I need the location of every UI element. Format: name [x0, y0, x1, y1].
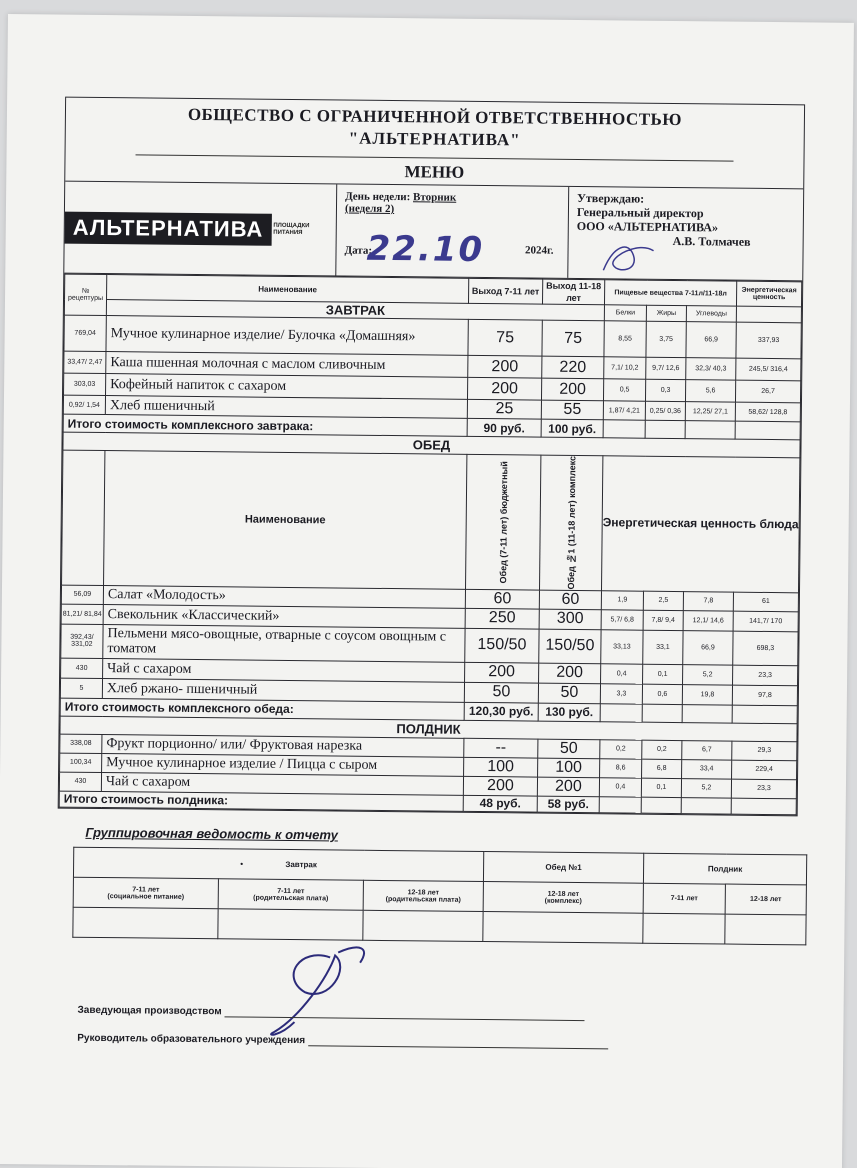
- recipe-number: 769,04: [64, 315, 106, 351]
- protein-value: 8,55: [604, 321, 646, 357]
- group-sub-3-age: 12-18 лет: [407, 888, 440, 897]
- portion-7-11: 60: [465, 589, 539, 609]
- group-sub-2: [218, 879, 363, 911]
- group-report-title: Группировочная ведомость к отчету: [85, 824, 338, 843]
- carb-value: 32,3/ 40,3: [686, 358, 736, 381]
- recipe-number: 100,34: [60, 753, 102, 772]
- group-sub-2-note: (родительская плата): [253, 894, 329, 902]
- carb-value: 7,8: [683, 591, 733, 611]
- group-value-cell: [363, 910, 483, 941]
- empty-cell: [682, 704, 732, 723]
- group-sub-6: 12-18 лет: [725, 884, 806, 915]
- portion-11-18: 60: [539, 590, 601, 610]
- recipe-number: 33,47/ 2,47: [64, 351, 106, 373]
- protein-value: 7,1/ 10,2: [604, 357, 646, 379]
- protein-value: 1,87/ 4,21: [603, 401, 645, 420]
- breakfast-title: ЗАВТРАК: [106, 300, 604, 321]
- fat-value: 0,25/ 0,36: [645, 401, 685, 420]
- protein-value: 33,13: [601, 629, 643, 663]
- protein-value: 0,4: [601, 663, 643, 683]
- dish-name: Чай с сахаром: [101, 772, 463, 795]
- empty-cell: [732, 705, 797, 724]
- dish-name: Фрукт порционно/ или/ Фруктовая нарезка: [102, 734, 464, 757]
- carb-value: 12,25/ 27,1: [685, 402, 735, 422]
- carb-value: 5,6: [685, 380, 735, 403]
- approval-cell: [568, 187, 803, 280]
- protein-value: 1,9: [601, 590, 643, 609]
- group-sub-5: 7-11 лет: [643, 883, 725, 914]
- year: 2024г.: [524, 244, 554, 257]
- carb-value: 6,7: [682, 740, 732, 760]
- col-nutr-header: Пищевые вещества 7-11л/11-18л: [604, 280, 736, 306]
- portion-7-11: 250: [465, 608, 539, 629]
- portion-11-18: 50: [538, 739, 600, 759]
- menu-table: [59, 274, 803, 815]
- group-value-cell: [218, 909, 363, 941]
- snack-price-1: 48 руб.: [463, 795, 537, 812]
- col-fat-header: Жиры: [646, 305, 686, 321]
- approve-label: Утверждаю:: [577, 190, 645, 206]
- group-sub-1-note: (социальное питание): [107, 892, 185, 901]
- carb-value: 66,9: [683, 630, 733, 665]
- portion-7-11: 25: [467, 399, 541, 419]
- empty-cell: [62, 450, 105, 585]
- protein-value: 0,4: [599, 777, 641, 796]
- fat-value: 9,7/ 12,6: [646, 357, 686, 379]
- dish-name: Хлеб пшеничный: [105, 396, 467, 419]
- lunch-col-name: Наименование: [104, 451, 467, 589]
- col-name-header: Наименование: [107, 275, 469, 304]
- group-value-cell: [725, 914, 806, 945]
- company-logo: [65, 211, 336, 246]
- recipe-number: 392,43/ 331,02: [61, 624, 103, 658]
- logo-cell: [64, 182, 337, 276]
- empty-cell: [735, 421, 800, 440]
- lunch-col-energy: Энергетическая ценность блюда: [601, 456, 799, 593]
- col-out2-header: Выход 11-18 лет: [542, 279, 604, 305]
- document-sheet: [0, 14, 854, 1168]
- fat-value: 0,1: [641, 778, 681, 797]
- portion-11-18: 220: [542, 356, 604, 379]
- portion-7-11: 200: [468, 355, 542, 378]
- group-sub-4-age: 12-18 лет: [547, 890, 580, 898]
- portion-11-18: 200: [541, 378, 603, 401]
- empty-cell: [685, 421, 735, 440]
- protein-value: 0,2: [600, 739, 642, 758]
- portion-11-18: 200: [539, 663, 601, 684]
- portion-7-11: --: [464, 738, 538, 758]
- empty-cell: [600, 703, 642, 721]
- breakfast-price-2: 100 руб.: [541, 419, 603, 438]
- dish-name: Кофейный напиток с сахаром: [106, 374, 468, 400]
- portion-11-18: 55: [541, 400, 603, 420]
- recipe-number: 303,03: [64, 373, 106, 395]
- group-value-cell: [483, 912, 643, 944]
- production-head-label: Заведующая производством: [77, 1004, 222, 1018]
- menu-title: МЕНЮ: [65, 155, 803, 190]
- energy-value: 29,3: [732, 741, 797, 761]
- col-out1-header: Выход 7-11 лет: [468, 278, 542, 304]
- recipe-number: 430: [61, 658, 103, 678]
- dish-name: Мучное кулинарное изделие/ Булочка «Домашняя»: [106, 316, 468, 356]
- energy-value: 26,7: [736, 380, 801, 403]
- snack-total-label: Итого стоимость полдника:: [59, 791, 463, 811]
- carb-value: 5,2: [683, 664, 733, 685]
- carb-value: 5,2: [681, 778, 731, 798]
- empty-cell: [642, 704, 682, 722]
- recipe-number: 81,21/ 81,84: [61, 604, 103, 624]
- date-label: Дата:: [344, 244, 373, 257]
- empty-cell: [603, 420, 645, 438]
- portion-11-18: 150/50: [539, 629, 601, 664]
- portion-11-18: 300: [539, 609, 601, 630]
- lunch-col-o1-cell: [466, 454, 541, 589]
- portion-11-18: 100: [538, 758, 600, 778]
- empty-cell: [645, 420, 685, 438]
- logo-text: АЛЬТЕРНАТИВА: [65, 211, 272, 245]
- breakfast-total-label: Итого стоимость комплексного завтрака:: [63, 414, 467, 436]
- lunch-header-row: [62, 450, 800, 592]
- energy-value: 58,62/ 128,8: [735, 402, 800, 422]
- energy-value: 698,3: [733, 631, 798, 666]
- fat-value: 0,6: [642, 684, 682, 704]
- handwritten-date: 22.10: [366, 228, 485, 270]
- portion-11-18: 50: [538, 683, 600, 704]
- lunch-col-o2: Обед №1 (11-18 лет) комплекс: [565, 455, 577, 590]
- fat-value: 33,1: [643, 630, 683, 664]
- energy-value: 61: [733, 592, 798, 612]
- header-row: [64, 182, 803, 282]
- production-head-signature: [259, 937, 380, 1048]
- protein-value: 0,5: [603, 379, 645, 401]
- recipe-number: 430: [59, 772, 101, 791]
- day-label: День недели:: [345, 190, 411, 204]
- snack-title: ПОЛДНИК: [60, 716, 797, 742]
- director-signature: [598, 235, 658, 276]
- approve-name: А.В. Толмачев: [672, 233, 751, 249]
- col-protein-header: Белки: [604, 305, 646, 321]
- dish-name: Мучное кулинарное изделие / Пицца с сыром: [102, 753, 464, 776]
- portion-7-11: 100: [464, 757, 538, 777]
- energy-value: 141,7/ 170: [733, 611, 798, 632]
- lunch-col-o2-cell: [540, 455, 603, 590]
- group-sub-2-age: 7-11 лет: [277, 887, 305, 895]
- empty-cell: [736, 306, 801, 323]
- portion-11-18: 75: [542, 320, 604, 357]
- week-label: (неделя 2): [344, 202, 395, 216]
- dish-name: Салат «Молодость»: [103, 585, 465, 608]
- portion-7-11: 150/50: [465, 628, 539, 663]
- group-sub-4: [483, 882, 643, 914]
- recipe-number: 338,08: [60, 734, 102, 753]
- org-name: "АЛЬТЕРНАТИВА": [348, 128, 521, 150]
- group-sub-1: [73, 877, 218, 909]
- empty-cell: [641, 797, 681, 813]
- portion-7-11: 50: [464, 682, 538, 703]
- carb-value: 66,9: [686, 322, 736, 359]
- group-report-table: [72, 847, 807, 946]
- group-sub-3-note: (родительская плата): [385, 895, 461, 904]
- dish-name: Пельмени мясо-овощные, отварные с соусом овощным с томатом: [103, 624, 465, 662]
- lunch-price-1: 120,30 руб.: [464, 702, 538, 721]
- menu-frame: [58, 97, 805, 816]
- lunch-price-2: 130 руб.: [538, 703, 600, 722]
- energy-value: 23,3: [731, 779, 796, 799]
- portion-7-11: 200: [467, 377, 541, 400]
- lunch-total-label: Итого стоимость комплексного обеда:: [60, 698, 464, 720]
- energy-value: 229,4: [732, 760, 797, 780]
- portion-7-11: 200: [465, 662, 539, 683]
- col-energy-header: Энергетическая ценность: [737, 281, 802, 307]
- group-value-cell: [73, 907, 218, 939]
- group-sub-3: [363, 880, 483, 911]
- group-sub-4-note: (комплекс): [544, 897, 582, 905]
- energy-value: 337,93: [736, 322, 801, 359]
- logo-subtext: ПЛОЩАДКИ ПИТАНИЯ: [273, 222, 310, 236]
- portion-11-18: 200: [537, 777, 599, 797]
- snack-price-2: 58 руб.: [537, 796, 599, 813]
- group-breakfast-header: [73, 847, 483, 881]
- carb-value: 19,8: [682, 684, 732, 705]
- org-title: ОБЩЕСТВО С ОГРАНИЧЕННОЙ ОТВЕТСТВЕННОСТЬЮ: [187, 104, 683, 130]
- dish-name: Свекольник «Классический»: [103, 604, 465, 628]
- empty-cell: [731, 798, 796, 815]
- dish-name: Каша пшенная молочная с маслом сливочным: [106, 352, 468, 378]
- breakfast-price-1: 90 руб.: [467, 418, 541, 437]
- recipe-number: 5: [60, 678, 102, 698]
- empty-cell: [599, 796, 641, 812]
- dish-name: Чай с сахаром: [103, 658, 465, 682]
- col-carb-header: Углеводы: [686, 306, 736, 323]
- fat-value: 2,5: [643, 591, 683, 610]
- school-head-label: Руководитель образовательного учреждения: [77, 1032, 306, 1047]
- fat-value: 7,8/ 9,4: [643, 610, 683, 630]
- approve-company: ООО «АЛЬТЕРНАТИВА»: [576, 218, 719, 235]
- energy-value: 97,8: [732, 685, 797, 706]
- energy-value: 245,5/ 316,4: [736, 358, 801, 381]
- carb-value: 33,4: [682, 759, 732, 779]
- protein-value: 5,7/ 6,8: [601, 609, 643, 629]
- empty-cell: [681, 797, 731, 814]
- day-value: Вторник: [412, 191, 457, 204]
- dish-name: Хлеб ржано- пшеничный: [102, 678, 464, 702]
- fat-value: 0,2: [642, 740, 682, 759]
- lunch-col-o1: Обед (7-11 лет) бюджетный: [497, 460, 509, 584]
- carb-value: 12,1/ 14,6: [683, 610, 733, 631]
- portion-7-11: 200: [463, 776, 537, 796]
- group-value-cell: [643, 913, 725, 944]
- protein-value: 3,3: [600, 683, 642, 703]
- recipe-number: 56,09: [61, 585, 103, 604]
- col-rec-header: № рецептуры: [64, 274, 106, 315]
- group-value-row: [73, 907, 806, 945]
- group-dot: •: [240, 859, 244, 869]
- group-breakfast-label: Завтрак: [285, 859, 317, 870]
- recipe-number: 0,92/ 1,54: [63, 395, 105, 414]
- fat-value: 6,8: [642, 759, 682, 778]
- group-sub-1-age: 7-11 лет: [132, 885, 160, 894]
- lunch-title: ОБЕД: [63, 432, 800, 458]
- approve-position: Генеральный директор: [576, 204, 704, 221]
- portion-7-11: 75: [468, 319, 542, 356]
- group-lunch-header: Обед №1: [483, 852, 643, 884]
- fat-value: 0,1: [643, 664, 683, 684]
- fat-value: 3,75: [646, 321, 686, 357]
- date-cell: [336, 184, 569, 277]
- fat-value: 0,3: [645, 379, 685, 401]
- energy-value: 23,3: [733, 665, 798, 686]
- protein-value: 8,6: [600, 758, 642, 777]
- group-snack-header: Полдник: [643, 853, 806, 885]
